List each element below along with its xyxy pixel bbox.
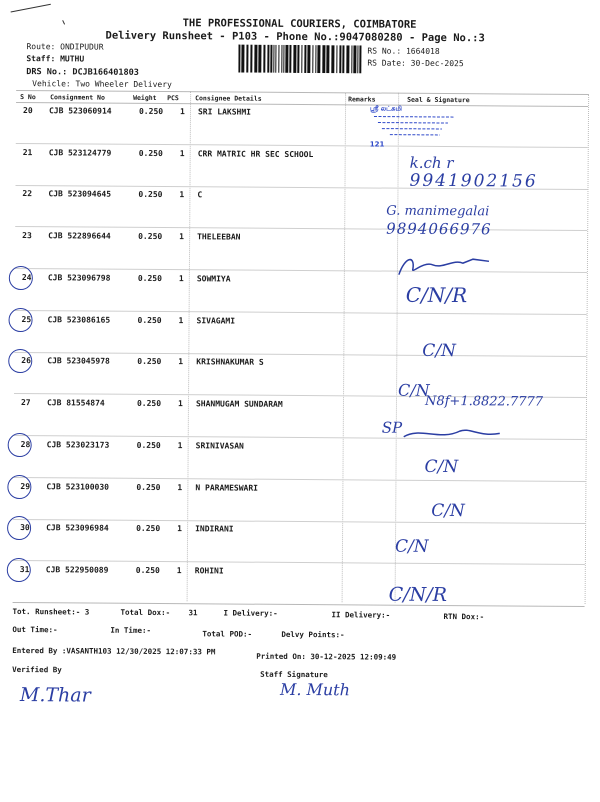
row-consignee: SIVAGAMI <box>196 316 236 326</box>
barcode-bar <box>273 45 274 73</box>
row-consignment: CJB 523096984 <box>46 523 109 533</box>
row-sno: 30 <box>20 523 30 533</box>
barcode-bar <box>326 45 329 73</box>
out-time: Out Time:- <box>12 624 58 635</box>
row-rule <box>16 140 588 149</box>
rs-date: RS Date: 30-Dec-2025 <box>367 58 464 69</box>
col-consignment: Consignment No <box>50 93 105 102</box>
row-consignee: INDIRANI <box>195 524 234 534</box>
barcode-bar <box>336 45 337 73</box>
row-sno: 28 <box>20 440 31 450</box>
barcode-bar <box>317 45 320 73</box>
barcode-bar <box>250 45 252 73</box>
barcode-bar <box>289 45 291 73</box>
rs-number: RS No.: 1664018 <box>367 46 440 56</box>
barcode-bar <box>301 45 302 73</box>
row-consignment: CJB 523100030 <box>46 482 110 492</box>
handwritten-signature <box>393 251 503 280</box>
row-weight: 0.250 <box>136 523 161 534</box>
handwritten-note: SP <box>381 418 403 437</box>
row-consignee: SHANMUGAM SUNDARAM <box>195 399 283 409</box>
row-sno: 23 <box>22 231 32 241</box>
col-divider <box>585 94 590 604</box>
sno-circle-mark <box>8 308 32 332</box>
row-consignee: THELEEBAN <box>197 232 241 242</box>
barcode-bar <box>331 45 334 73</box>
row-consignment: CJB 522896644 <box>48 231 111 241</box>
barcode-bar <box>275 45 276 73</box>
row-consignee: SRINIVASAN <box>195 441 244 451</box>
row-pcs: 1 <box>178 357 184 367</box>
in-time: In Time:- <box>110 625 152 635</box>
row-sno: 24 <box>21 273 32 283</box>
ii-delivery: II Delivery:- <box>331 610 391 620</box>
row-consignment: CJB 523023173 <box>46 440 110 450</box>
row-weight: 0.250 <box>135 565 160 576</box>
barcode-bar <box>359 45 361 73</box>
row-consignee: SOWMIYA <box>196 274 231 284</box>
barcode-bar <box>238 45 240 73</box>
row-sno: 25 <box>21 315 32 325</box>
row-consignment: CJB 523096798 <box>47 273 111 283</box>
handwritten-cn: C/N/R <box>405 282 468 308</box>
barcode-bar <box>315 45 316 73</box>
col-sno: S No <box>20 93 36 102</box>
row-weight: 0.250 <box>138 106 164 117</box>
row-pcs: 1 <box>179 190 185 200</box>
handwritten-phone: 9941902156 <box>409 170 538 192</box>
row-rule <box>13 477 585 482</box>
handwritten-signature <box>400 423 510 444</box>
entered-by: Entered By :VASANTH103 12/30/2025 12:07:33 PM <box>12 645 216 657</box>
row-weight: 0.250 <box>138 231 163 242</box>
corner-mark <box>3 0 73 28</box>
barcode-bar <box>254 45 257 73</box>
sno-circle-mark <box>7 516 31 540</box>
row-pcs: 1 <box>179 232 184 242</box>
barcode-bar <box>342 45 344 73</box>
col-signature: Seal & Signature <box>407 95 470 105</box>
row-consignee: CRR MATRIC HR SEC SCHOOL <box>197 149 314 160</box>
row-consignment: CJB 522950089 <box>45 565 109 575</box>
handwritten-cn: C/N <box>424 456 459 478</box>
row-weight: 0.250 <box>137 356 162 367</box>
total-pod: Total POD:- <box>202 629 253 639</box>
barcode-bar <box>293 45 296 73</box>
total-runsheet: Tot. Runsheet:- 3 <box>12 606 90 617</box>
barcode-bar <box>322 45 325 73</box>
barcode-bar <box>258 45 261 73</box>
staff: Staff: MUTHU <box>26 54 85 64</box>
staff-signature-label: Staff Signature <box>260 669 328 680</box>
row-consignee: ROHINI <box>194 566 224 576</box>
row-consignment: CJB 81554874 <box>46 398 105 408</box>
row-sno: 26 <box>21 356 31 366</box>
handwritten-cn: C/N <box>394 536 429 557</box>
rtn-dox: RTN Dox:- <box>443 612 485 622</box>
col-weight: Weight <box>133 93 157 102</box>
row-rule <box>13 560 585 565</box>
table-bottom-rule <box>13 602 585 607</box>
row-pcs: 1 <box>178 316 184 326</box>
row-consignee: N PARAMESWARI <box>195 483 259 493</box>
verified-signature: M.Thar <box>19 684 91 707</box>
barcode-bar <box>357 45 358 73</box>
i-delivery: I Delivery:- <box>223 608 278 618</box>
barcode-bar <box>270 45 272 73</box>
sno-circle-mark <box>7 558 31 582</box>
stamp-text-scribble <box>370 112 466 139</box>
row-rule <box>15 226 587 231</box>
row-weight: 0.250 <box>136 482 161 493</box>
col-divider <box>342 92 347 602</box>
barcode-bar <box>346 45 349 73</box>
barcode-bar <box>241 45 244 73</box>
barcode <box>238 45 362 74</box>
barcode-bar <box>353 45 356 73</box>
handwritten-note: N8f+1.8822.7777 <box>424 393 544 410</box>
row-weight: 0.250 <box>136 440 161 451</box>
row-sno: 20 <box>22 106 33 116</box>
row-weight: 0.250 <box>138 148 163 159</box>
handwritten-name: G. manimegalai <box>386 203 490 220</box>
barcode-bar <box>263 45 265 73</box>
barcode-bar <box>351 45 352 73</box>
row-sno: 31 <box>19 565 30 575</box>
row-pcs: 1 <box>177 399 183 409</box>
company-title: THE PROFESSIONAL COURIERS, COIMBATORE <box>182 17 417 31</box>
barcode-bar <box>278 45 279 73</box>
col-divider <box>187 91 192 601</box>
barcode-bar <box>267 45 269 73</box>
sno-circle-mark <box>8 349 32 373</box>
barcode-bar <box>307 45 310 73</box>
handwritten-phone: 9894066976 <box>386 219 492 239</box>
row-consignment: CJB 523094645 <box>48 189 112 199</box>
barcode-bar <box>283 45 284 73</box>
row-consignment: CJB 523086165 <box>47 315 111 325</box>
row-pcs: 1 <box>177 524 182 534</box>
barcode-bar <box>312 45 313 73</box>
row-consignment: CJB 523124779 <box>48 148 112 158</box>
row-consignee: KRISHNAKUMAR S <box>196 357 264 367</box>
sno-circle-mark <box>9 266 33 290</box>
row-sno: 29 <box>20 482 31 492</box>
row-weight: 0.250 <box>138 189 163 200</box>
stamp-line: ஸ்ரீ லட்சுமி <box>370 104 403 113</box>
total-dox-value: 31 <box>188 608 198 618</box>
row-consignment: CJB 523060914 <box>48 106 112 116</box>
printed-on: Printed On: 30-12-2025 12:09:49 <box>256 651 397 662</box>
staff-signature: M. Muth <box>279 679 351 700</box>
row-consignee: C <box>197 190 203 200</box>
row-sno: 22 <box>22 189 33 199</box>
row-rule <box>15 310 587 315</box>
barcode-bar <box>339 45 341 73</box>
barcode-bar <box>246 45 248 73</box>
drs-number: DRS No.: DCJB166401803 <box>26 67 139 78</box>
row-pcs: 1 <box>178 274 184 284</box>
verified-by-label: Verified By <box>12 664 62 675</box>
sno-circle-mark <box>7 475 31 499</box>
sno-circle-mark <box>8 433 32 457</box>
row-sno: 27 <box>20 398 31 408</box>
col-divider <box>395 93 400 603</box>
handwritten-cn: C/N <box>422 340 457 362</box>
row-pcs: 1 <box>176 566 182 576</box>
row-pcs: 1 <box>177 483 183 493</box>
handwritten-name: k.ch r <box>409 153 454 173</box>
handwritten-cn: C/N <box>398 380 430 400</box>
route: Route: ONDIPUDUR <box>26 42 104 52</box>
vehicle: Vehicle: Two Wheeler Delivery <box>32 79 172 90</box>
handwritten-cn: C/N/R <box>388 583 448 607</box>
row-weight: 0.250 <box>137 273 162 284</box>
row-pcs: 1 <box>179 107 185 117</box>
runsheet-subtitle: Delivery Runsheet - P103 - Phone No.:9047080280 - Page No.:3 <box>105 29 485 45</box>
row-pcs: 1 <box>177 441 183 451</box>
col-consignee: Consignee Details <box>195 94 262 103</box>
total-dox-label: Total Dox:- <box>120 607 171 618</box>
row-weight: 0.250 <box>137 315 162 326</box>
col-remarks: Remarks <box>348 95 376 104</box>
stamp-line: 121 <box>369 140 385 149</box>
barcode-bar <box>304 45 306 73</box>
row-sno: 21 <box>22 148 33 158</box>
barcode-bar <box>297 45 299 73</box>
barcode-bar <box>281 45 282 73</box>
col-pcs: PCS <box>167 94 179 103</box>
handwritten-cn: C/N <box>431 500 465 522</box>
delivery-points: Delvy Points:- <box>281 629 345 640</box>
row-weight: 0.250 <box>136 398 162 409</box>
barcode-bar <box>285 45 288 73</box>
row-pcs: 1 <box>179 149 185 159</box>
row-consignment: CJB 523045978 <box>47 356 110 366</box>
row-consignee: SRI LAKSHMI <box>197 107 252 117</box>
